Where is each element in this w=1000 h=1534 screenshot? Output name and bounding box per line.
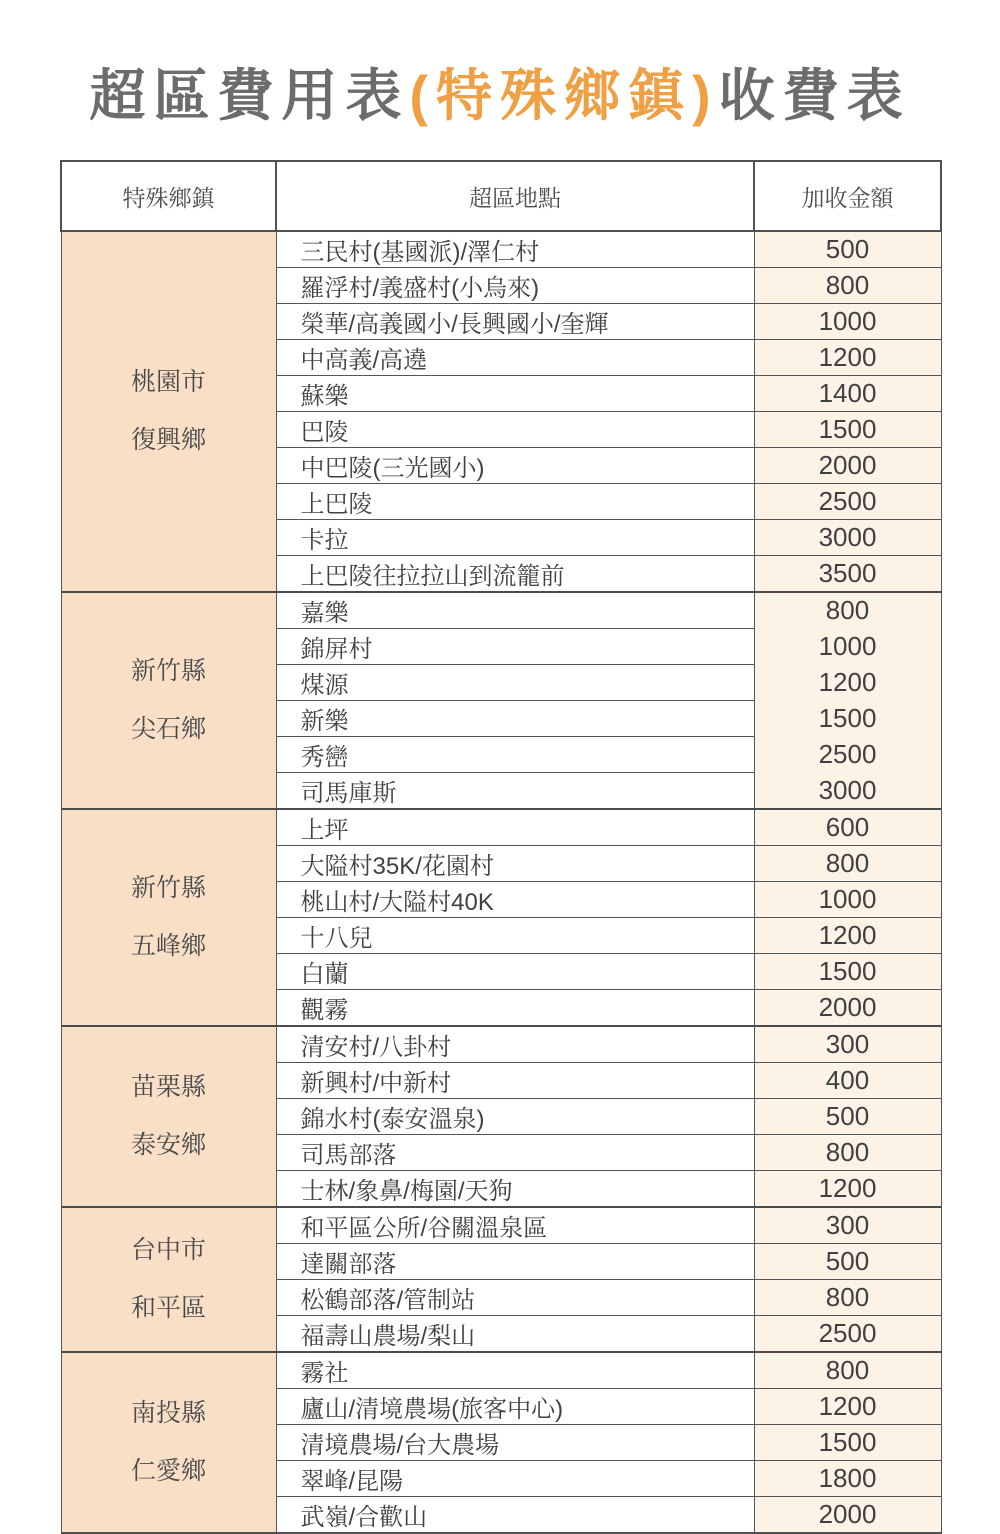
location-cell: 清境農場/台大農場	[276, 1425, 754, 1461]
fee-cell: 500	[754, 1244, 941, 1280]
location-cell: 新興村/中新村	[276, 1063, 754, 1099]
location-cell: 霧社	[276, 1352, 754, 1389]
fee-group	[61, 1207, 941, 1352]
county-label: 桃園市	[130, 368, 206, 396]
fee-cell: 3000	[754, 520, 941, 556]
location-cell: 士林/象鼻/梅園/天狗	[276, 1171, 754, 1208]
township-label: 仁愛鄉	[130, 1456, 206, 1485]
county-cell	[61, 1207, 276, 1352]
fee-cell: 600	[754, 809, 941, 846]
township-label: 和平區	[130, 1293, 206, 1322]
header-township: 特殊鄉鎮	[61, 161, 276, 231]
table-row	[61, 1026, 941, 1063]
fee-group	[61, 1026, 941, 1207]
county-cell	[61, 1352, 276, 1533]
fee-cell: 1200	[754, 1171, 941, 1208]
location-cell: 十八兒	[276, 918, 754, 954]
location-cell: 嘉樂	[276, 592, 754, 629]
fee-table-header	[61, 161, 941, 231]
table-row	[61, 231, 941, 268]
county-cell	[61, 592, 276, 809]
fee-cell: 2500	[754, 737, 941, 773]
location-cell: 上巴陵往拉拉山到流籠前	[276, 556, 754, 593]
location-cell: 清安村/八卦村	[276, 1026, 754, 1063]
township-label: 尖石鄉	[130, 714, 206, 743]
county-label: 苗栗縣	[130, 1073, 206, 1101]
fee-cell: 1400	[754, 376, 941, 412]
fee-group	[61, 592, 941, 809]
page-title	[0, 52, 1000, 132]
location-cell: 巴陵	[276, 412, 754, 448]
township-label: 復興鄉	[130, 425, 206, 454]
location-cell: 桃山村/大隘村40K	[276, 882, 754, 918]
fee-cell: 800	[754, 592, 941, 629]
location-cell: 煤源	[276, 665, 754, 701]
location-cell: 錦屏村	[276, 629, 754, 665]
fee-table	[60, 160, 942, 1534]
fee-cell: 1200	[754, 1389, 941, 1425]
location-cell: 武嶺/合歡山	[276, 1497, 754, 1534]
fee-cell: 2500	[754, 1316, 941, 1353]
title-highlight: (特殊鄉鎮)	[409, 64, 719, 127]
location-cell: 蘇樂	[276, 376, 754, 412]
table-row	[61, 809, 941, 846]
location-cell: 白蘭	[276, 954, 754, 990]
fee-cell: 800	[754, 846, 941, 882]
header-fee: 加收金額	[754, 161, 941, 231]
location-cell: 翠峰/昆陽	[276, 1461, 754, 1497]
title-suffix: 收費表	[718, 64, 911, 127]
fee-cell: 1500	[754, 701, 941, 737]
county-label: 台中市	[130, 1236, 206, 1264]
fee-cell: 3500	[754, 556, 941, 593]
fee-cell: 1000	[754, 882, 941, 918]
location-cell: 和平區公所/谷關溫泉區	[276, 1207, 754, 1244]
fee-cell: 800	[754, 1352, 941, 1389]
table-row	[61, 1207, 941, 1244]
location-cell: 上坪	[276, 809, 754, 846]
header-row	[61, 161, 941, 231]
location-cell: 上巴陵	[276, 484, 754, 520]
fee-cell: 800	[754, 1135, 941, 1171]
fee-cell: 300	[754, 1026, 941, 1063]
fee-group	[61, 1352, 941, 1533]
fee-cell: 1200	[754, 665, 941, 701]
location-cell: 達關部落	[276, 1244, 754, 1280]
fee-cell: 800	[754, 268, 941, 304]
location-cell: 中巴陵(三光國小)	[276, 448, 754, 484]
location-cell: 錦水村(泰安溫泉)	[276, 1099, 754, 1135]
header-location: 超區地點	[276, 161, 754, 231]
county-cell	[61, 1026, 276, 1207]
location-cell: 秀巒	[276, 737, 754, 773]
location-cell: 大隘村35K/花園村	[276, 846, 754, 882]
location-cell: 松鶴部落/管制站	[276, 1280, 754, 1316]
fee-cell: 2500	[754, 484, 941, 520]
fee-cell: 1000	[754, 304, 941, 340]
fee-cell: 800	[754, 1280, 941, 1316]
fee-cell: 1000	[754, 629, 941, 665]
title-prefix: 超區費用表	[89, 64, 410, 127]
fee-cell: 500	[754, 1099, 941, 1135]
fee-cell: 300	[754, 1207, 941, 1244]
fee-cell: 1500	[754, 954, 941, 990]
table-row	[61, 1352, 941, 1389]
location-cell: 卡拉	[276, 520, 754, 556]
table-row	[61, 592, 941, 629]
location-cell: 三民村(基國派)/澤仁村	[276, 231, 754, 268]
location-cell: 司馬部落	[276, 1135, 754, 1171]
fee-group	[61, 809, 941, 1026]
location-cell: 羅浮村/義盛村(小烏來)	[276, 268, 754, 304]
county-cell	[61, 231, 276, 592]
fee-group	[61, 231, 941, 592]
location-cell: 榮華/高義國小/長興國小/奎輝	[276, 304, 754, 340]
location-cell: 新樂	[276, 701, 754, 737]
fee-cell: 2000	[754, 990, 941, 1027]
fee-cell: 400	[754, 1063, 941, 1099]
township-label: 泰安鄉	[130, 1130, 206, 1159]
township-label: 五峰鄉	[130, 931, 206, 960]
fee-cell: 1200	[754, 918, 941, 954]
fee-cell: 1200	[754, 340, 941, 376]
location-cell: 福壽山農場/梨山	[276, 1316, 754, 1353]
location-cell: 觀霧	[276, 990, 754, 1027]
fee-cell: 1500	[754, 1425, 941, 1461]
fee-cell: 1800	[754, 1461, 941, 1497]
county-label: 南投縣	[130, 1399, 206, 1427]
fee-cell: 1500	[754, 412, 941, 448]
fee-cell: 2000	[754, 1497, 941, 1534]
location-cell: 司馬庫斯	[276, 773, 754, 810]
county-label: 新竹縣	[130, 657, 206, 685]
county-cell	[61, 809, 276, 1026]
fee-cell: 2000	[754, 448, 941, 484]
fee-cell: 3000	[754, 773, 941, 810]
location-cell: 廬山/清境農場(旅客中心)	[276, 1389, 754, 1425]
county-label: 新竹縣	[130, 874, 206, 902]
location-cell: 中高義/高遶	[276, 340, 754, 376]
fee-cell: 500	[754, 231, 941, 268]
